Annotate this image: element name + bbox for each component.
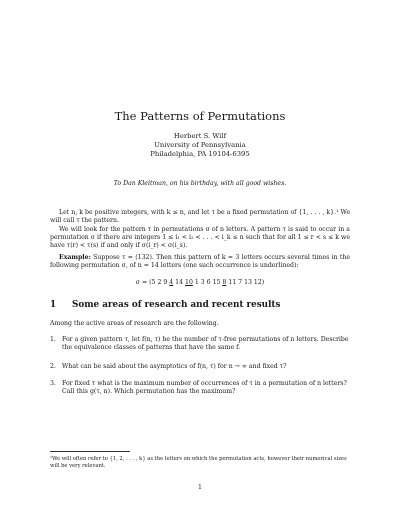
paragraph-pattern-definition: We will look for the pattern τ in permutations σ of n letters. A pattern τ is said to occur in a permutation σ if there are integers 1 ≤ i₁ < i₂ < . . . < i_k ≤ n such that for all 1 ≤ r < s ≤ k we have τ(r) < τ(s) if and only if σ(i_r) < σ(i_s).	[50, 226, 350, 250]
section-heading	[50, 300, 280, 310]
list-item-text: What can be said about the asymptotics of f(n, τ) for n → ∞ and fixed τ?	[62, 363, 287, 370]
list-item-number: 2.	[50, 363, 56, 370]
permutation-formula	[0, 279, 400, 286]
list-item	[50, 380, 350, 396]
formula-underlined-letter: 8	[222, 279, 227, 286]
author-name: Herbert S. Wilf	[173, 132, 227, 140]
formula-underlined-letter: 4	[169, 279, 174, 286]
list-item	[50, 336, 350, 352]
list-item-text: For fixed τ what is the maximum number of occurrences of τ in a permutation of n letters? Call this g(τ, n). Which permutation has the maximum?	[62, 380, 347, 396]
formula-part: 14	[173, 279, 186, 286]
footnote: ¹We will often refer to {1, 2, . . . , k} as the letters on which the permutation acts, however their numerical sizes will be very relevant.	[50, 456, 347, 469]
formula-part: σ = (5 2 9	[135, 279, 170, 286]
section-intro: Among the active areas of research are the following.	[50, 320, 219, 327]
author-address: Philadelphia, PA 19104-6395	[150, 150, 250, 158]
dedication: To Dan Kleitman, on his birthday, with all good wishes.	[113, 180, 287, 187]
author-affiliation: University of Pennsylvania	[154, 141, 246, 149]
list-item-number: 3.	[50, 380, 56, 387]
formula-underlined-letter: 10	[185, 279, 193, 286]
example-label: Example:	[59, 254, 91, 261]
list-item-number: 1.	[50, 336, 56, 343]
section-title: Some areas of research and recent results	[72, 300, 281, 310]
page-number: 1	[198, 484, 202, 491]
list-item-text: For a given pattern τ, let f(n, τ) be the number of τ-free permutations of n letters. Describe the equivalence classes of patterns that have the same f.	[62, 336, 349, 352]
paragraph-intro: Let n, k be positive integers, with k ≤ n, and let τ be a fixed permutation of {1, . . . , k}.¹ We will call τ the pattern.	[50, 209, 350, 225]
section-number: 1	[50, 300, 57, 310]
paper-title: The Patterns of Permutations	[114, 109, 286, 123]
paragraph-example	[50, 254, 350, 270]
formula-part: 11 7 13 12)	[226, 279, 265, 286]
footnote-rule	[50, 451, 130, 452]
formula-part: 1 3 6 15	[192, 279, 223, 286]
example-text: Suppose τ = (132). Then this pattern of k = 3 letters occurs several times in the following permutation σ, of n = 14 letters (one such occurrence is underlined):	[50, 254, 350, 270]
list-item	[50, 363, 350, 371]
